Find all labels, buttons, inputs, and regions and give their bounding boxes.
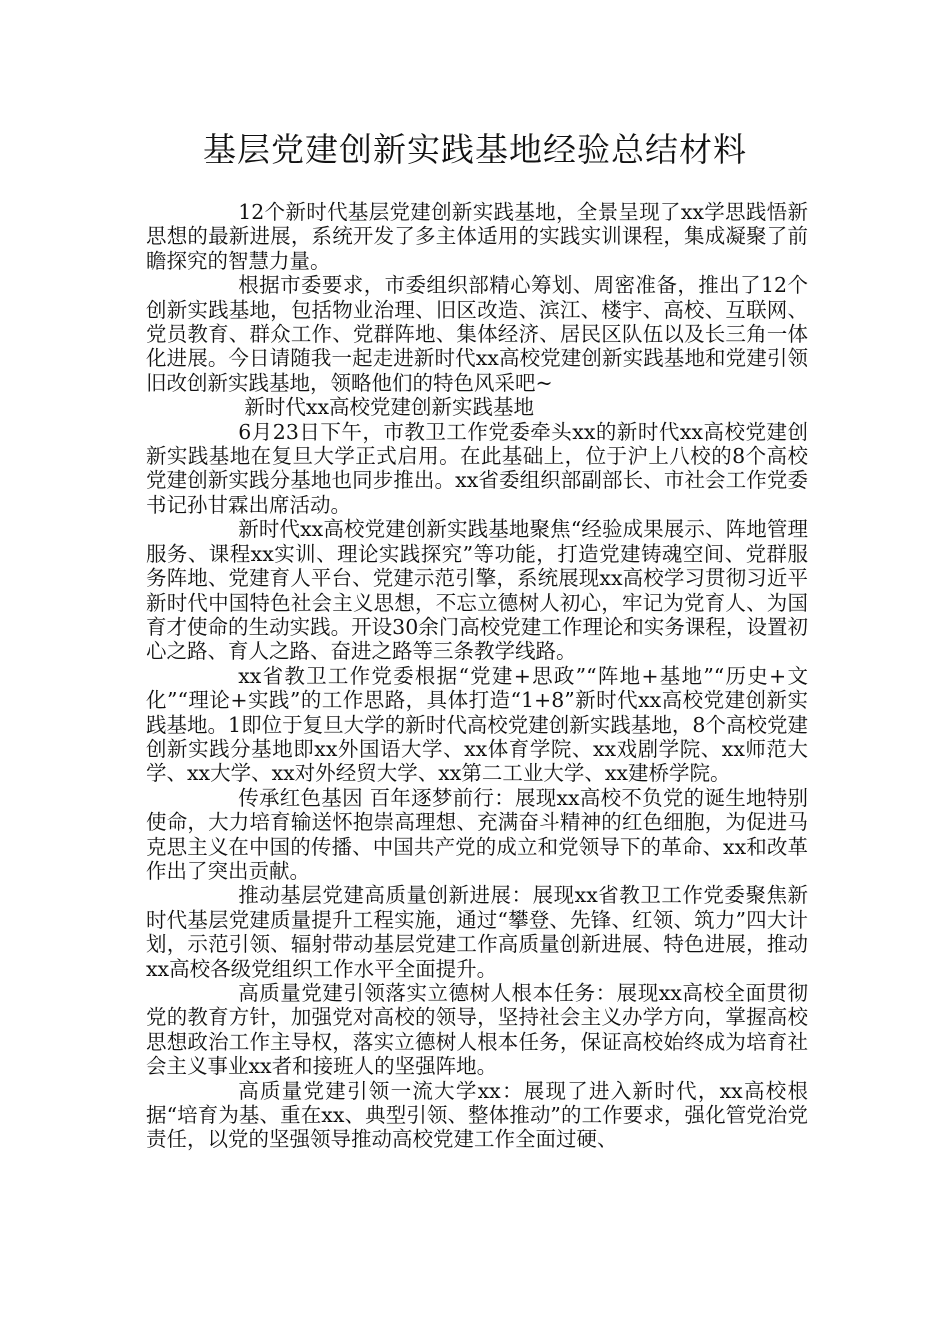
paragraph-red-gene: 传承红色基因 百年逐梦前行：展现xx高校不负党的诞生地特别使命，大力培育输送怀抱崇高理想、充满奋斗精神的红色细胞，为促进马克思主义在中国的传播、中国共产党的成立和党领导下的革命、xx和改革作出了突出贡献。 xyxy=(146,785,808,883)
paragraph-background: 根据市委要求，市委组织部精心筹划、周密准备，推出了12个创新实践基地，包括物业治理、旧区改造、滨江、楼宇、高校、互联网、党员教育、群众工作、党群阵地、集体经济、居民区队伍以及长三角一体化进展。今日请随我一起走进新时代xx高校党建创新实践基地和党建引领旧改创新实践基地，领略他们的特色风采吧~ xyxy=(146,273,808,395)
paragraph-one-plus-eight: xx省教卫工作党委根据“党建+思政”“阵地+基地”“历史+文化”“理论+实践”的工作思路，具体打造“1+8”新时代xx高校党建创新实践基地。1即位于复旦大学的新时代高校党建创新实践基地，8个高校党建创新实践分基地即xx外国语大学、xx体育学院、xx戏剧学院、xx师范大学、xx大学、xx对外经贸大学、xx第二工业大学、xx建桥学院。 xyxy=(146,663,808,786)
paragraph-first-class-university: 高质量党建引领一流大学xx：展现了进入新时代，xx高校根据“培育为基、重在xx、典型引领、整体推动”的工作要求，强化管党治党责任，以党的坚强领导推动高校党建工作全面过硬、 xyxy=(146,1078,808,1152)
section-heading-university-base: 新时代xx高校党建创新实践基地 xyxy=(244,395,535,420)
document-body xyxy=(146,200,808,1152)
paragraph-base-functions: 新时代xx高校党建创新实践基地聚焦“经验成果展示、阵地管理服务、课程xx实训、理论实践探究”等功能，打造党建铸魂空间、党群服务阵地、党建育人平台、党建示范引擎，系统展现xx高校学习贯彻习近平新时代中国特色社会主义思想，不忘立德树人初心，牢记为党育人、为国育才使命的生动实践。开设30余门高校党建工作理论和实务课程，设置初心之路、育人之路、奋进之路等三条教学线路。 xyxy=(146,517,808,664)
paragraph-high-quality-development: 推动基层党建高质量创新进展：展现xx省教卫工作党委聚焦新时代基层党建质量提升工程实施，通过“攀登、先锋、红领、筑力”四大计划，示范引领、辐射带动基层党建工作高质量创新进展、特色进展，推动xx高校各级党组织工作水平全面提升。 xyxy=(146,883,808,981)
paragraph-intro: 12个新时代基层党建创新实践基地，全景呈现了xx学思践悟新思想的最新进展，系统开发了多主体适用的实践实训课程，集成凝聚了前瞻探究的智慧力量。 xyxy=(146,200,808,273)
paragraph-launch: 6月23日下午，市教卫工作党委牵头xx的新时代xx高校党建创新实践基地在复旦大学正式启用。在此基础上，位于沪上八校的8个高校党建创新实践分基地也同步推出。xx省委组织部副部长、市社会工作党委书记孙甘霖出席活动。 xyxy=(146,419,808,517)
document-title: 基层党建创新实践基地经验总结材料 xyxy=(203,130,747,169)
paragraph-moral-education: 高质量党建引领落实立德树人根本任务：展现xx高校全面贯彻党的教育方针，加强党对高校的领导，坚持社会主义办学方向，掌握高校思想政治工作主导权，落实立德树人根本任务，保证高校始终成为培育社会主义事业xx者和接班人的坚强阵地。 xyxy=(146,981,808,1079)
